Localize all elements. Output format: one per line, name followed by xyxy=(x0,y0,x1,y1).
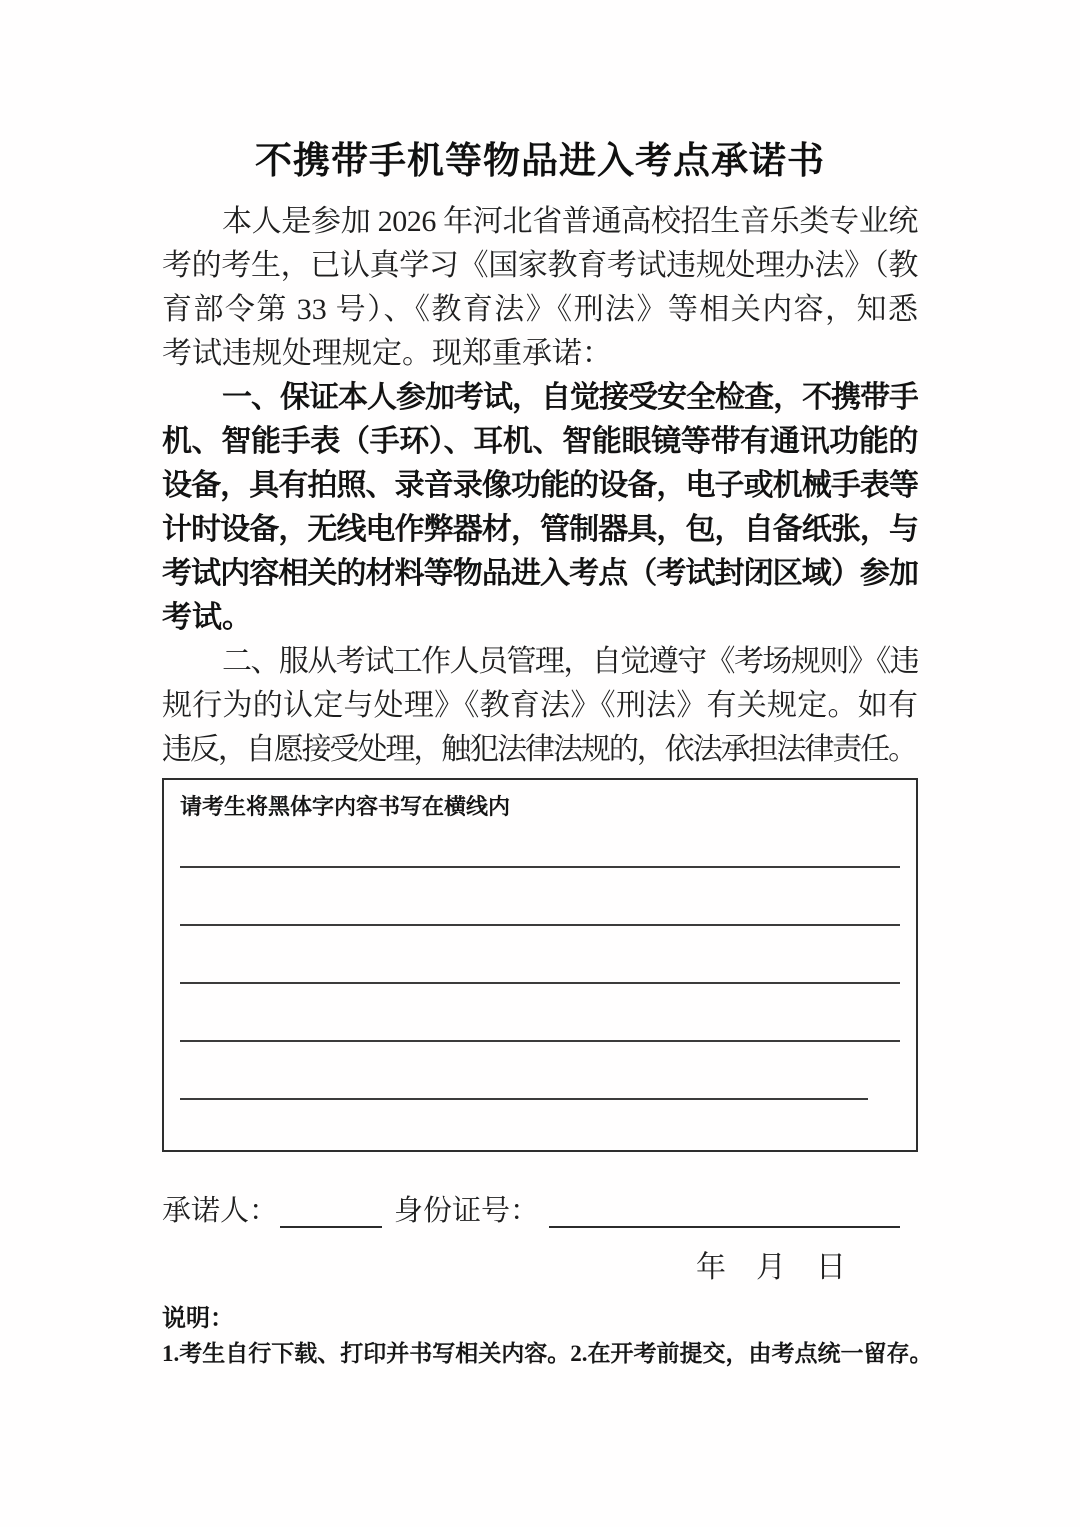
clause-one-line: 一、保证本人参加考试，自觉接受安全检查，不携带手 xyxy=(222,381,918,414)
writing-line xyxy=(180,1040,900,1042)
handwriting-box-instruction: 请考生将黑体字内容书写在横线内 xyxy=(180,794,511,819)
writing-line xyxy=(180,924,900,926)
handwriting-box xyxy=(162,778,918,1152)
clause-two-line: 违反，自愿接受处理，触犯法律法规的，依法承担法律责任。 xyxy=(162,733,916,766)
clause-two-paragraph xyxy=(162,640,918,772)
id-number-label: 身份证号： xyxy=(394,1195,540,1227)
clause-one-line: 考试。 xyxy=(162,601,252,634)
writing-line xyxy=(180,866,900,868)
date-line: 年 月 日 xyxy=(696,1251,846,1284)
intro-line: 考的考生，已认真学习《国家教育考试违规处理办法》（教 xyxy=(162,249,918,282)
promiser-name-blank xyxy=(280,1192,382,1228)
intro-line: 本人是参加 2026 年河北省普通高校招生音乐类专业统 xyxy=(222,205,918,238)
clause-one-paragraph xyxy=(162,376,918,640)
page-title: 不携带手机等物品进入考点承诺书 xyxy=(255,140,825,181)
promiser-label: 承诺人： xyxy=(162,1195,279,1227)
document-content xyxy=(162,136,933,1372)
intro-line: 考试违规处理规定。现郑重承诺： xyxy=(162,337,612,370)
notes-heading: 说明： xyxy=(162,1305,234,1332)
intro-line: 育部令第 33 号）、《教育法》《刑法》等相关内容，知悉 xyxy=(162,293,918,326)
clause-one-line: 计时设备，无线电作弊器材，管制器具，包，自备纸张，与 xyxy=(162,513,918,546)
clause-two-line: 二、服从考试工作人员管理，自觉遵守《考场规则》《违 xyxy=(222,645,918,678)
clause-one-line: 机、智能手表（手环）、耳机、智能眼镜等带有通讯功能的 xyxy=(162,425,918,458)
id-number-blank xyxy=(549,1192,900,1228)
intro-paragraph xyxy=(162,200,918,376)
clause-one-line: 设备，具有拍照、录音录像功能的设备，电子或机械手表等 xyxy=(162,469,918,502)
signature-row xyxy=(162,1190,918,1232)
notes-body: 1.考生自行下载、打印并书写相关内容。2.在开考前提交，由考点统一留存。 xyxy=(162,1341,933,1366)
clause-two-line: 规行为的认定与处理》《教育法》《刑法》有关规定。如有 xyxy=(162,689,918,722)
writing-line xyxy=(180,982,900,984)
writing-line xyxy=(180,1098,868,1100)
clause-one-line: 考试内容相关的材料等物品进入考点（考试封闭区域）参加 xyxy=(162,557,918,590)
